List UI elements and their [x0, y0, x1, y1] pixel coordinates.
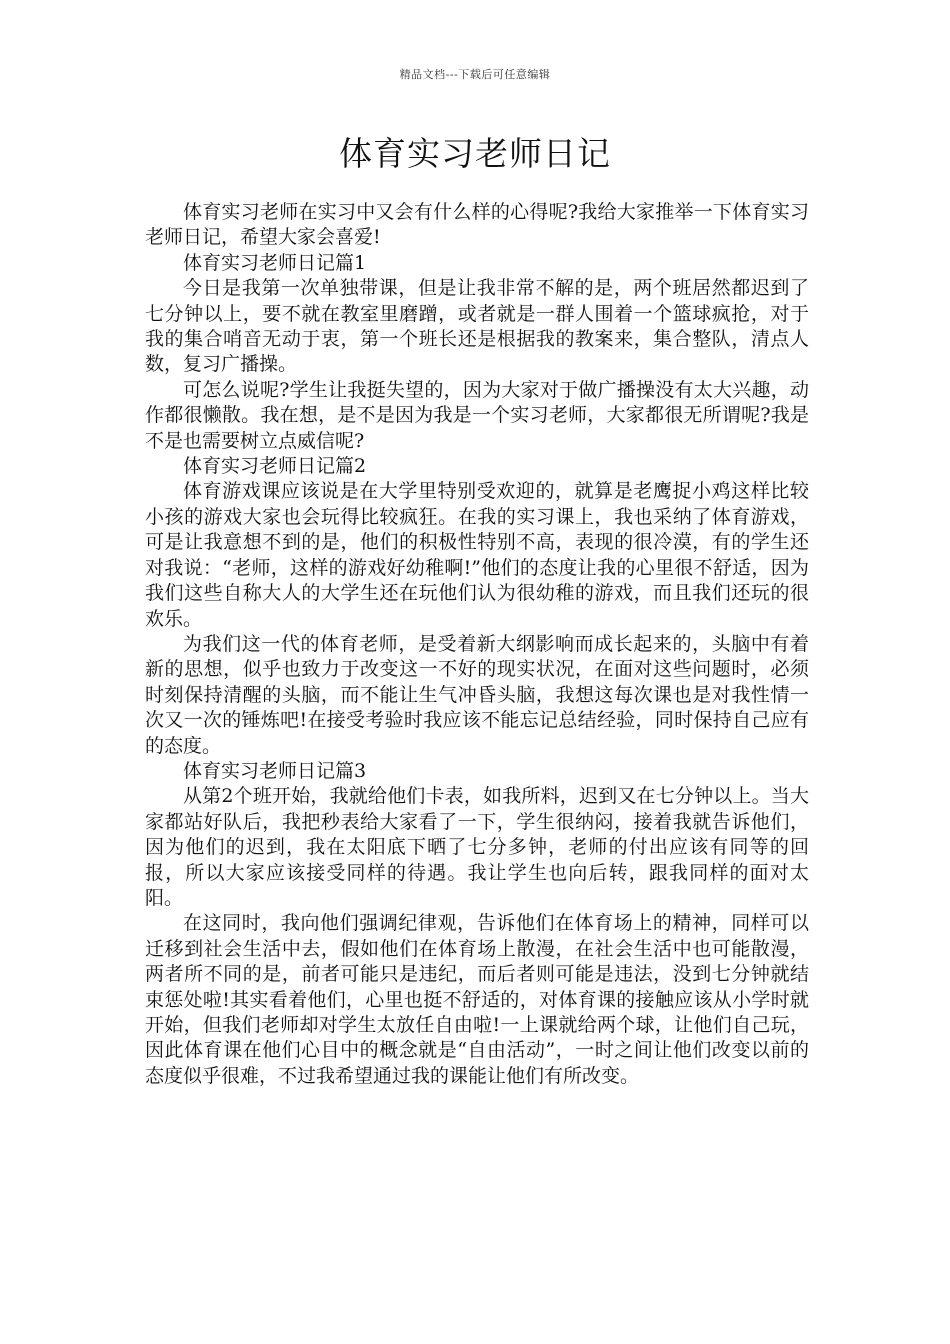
paragraph: 从第2个班开始，我就给他们卡表，如我所料，迟到又在七分钟以上。当大家都站好队后，我把秒表给大家看了一下，学生很纳闷，接着我就告诉他们，因为他们的迟到，我在太阳底下晒了七分多钟，老师的付出应该有同等的回报，所以大家应该接受同样的待遇。我让学生也向后转，跟我同样的面对太阳。 — [145, 785, 809, 909]
paragraph: 可怎么说呢?学生让我挺失望的，因为大家对于做广播操没有太大兴趣，动作都很懒散。我在想，是不是因为我是一个实习老师，大家都很无所谓呢?我是不是也需要树立点威信呢? — [145, 378, 809, 452]
paragraph: 为我们这一代的体育老师，是受着新大纲影响而成长起来的，头脑中有着新的思想，似乎也致力于改变这一不好的现实状况，在面对这些问题时，必须时刻保持清醒的头脑，而不能让生气冲昏头脑，我想这每次课也是对我性情一次又一次的锤炼吧!在接受考验时我应该不能忘记总结经验，同时保持自己应有的态度。 — [145, 632, 809, 757]
paragraph: 在这同时，我向他们强调纪律观，告诉他们在体育场上的精神，同样可以迁移到社会生活中去，假如他们在体育场上散漫，在社会生活中也可能散漫，两者所不同的是，前者可能只是违纪，而后者则可能是违法，没到七分钟就结束惩处啦!其实看着他们，心里也挺不舒适的，对体育课的接触应该从小学时就开始，但我们老师却对学生太放任自由啦!一上课就给两个球，让他们自己玩，因此体育课在他们心目中的概念就是“自由活动”，一时之间让他们改变以前的态度似乎很难，不过我希望通过我的课能让他们有所改变。 — [145, 912, 809, 1087]
paragraph: 体育游戏课应该说是在大学里特别受欢迎的，就算是老鹰捉小鸡这样比较小孩的游戏大家也会玩得比较疯狂。在我的实习课上，我也采纳了体育游戏，可是让我意想不到的是，他们的积极性特别不高，表现的很冷漠，有的学生还对我说：“老师，这样的游戏好幼稚啊!”他们的态度让我的心里很不舒适，因为我们这些自称大人的大学生还在玩他们认为很幼稚的游戏，而且我们还玩的很欢乐。 — [145, 480, 809, 630]
section-heading-2: 体育实习老师日记篇2 — [183, 455, 367, 478]
section-heading-1: 体育实习老师日记篇1 — [183, 251, 367, 274]
paragraph: 今日是我第一次单独带课，但是让我非常不解的是，两个班居然都迟到了七分钟以上，要不就在教室里磨蹭，或者就是一群人围着一个篮球疯抢，对于我的集合哨音无动于衷，第一个班长还是根据我的教案来，集合整队，清点人数，复习广播操。 — [145, 277, 809, 376]
section-heading-3: 体育实习老师日记篇3 — [183, 759, 367, 782]
intro-paragraph: 体育实习老师在实习中又会有什么样的心得呢?我给大家推举一下体育实习老师日记，希望大家会喜爱! — [145, 201, 809, 249]
header-note: 精品文档---下载后可任意编辑 — [399, 68, 551, 81]
document-body — [145, 200, 809, 1089]
document-title: 体育实习老师日记 — [339, 134, 611, 173]
